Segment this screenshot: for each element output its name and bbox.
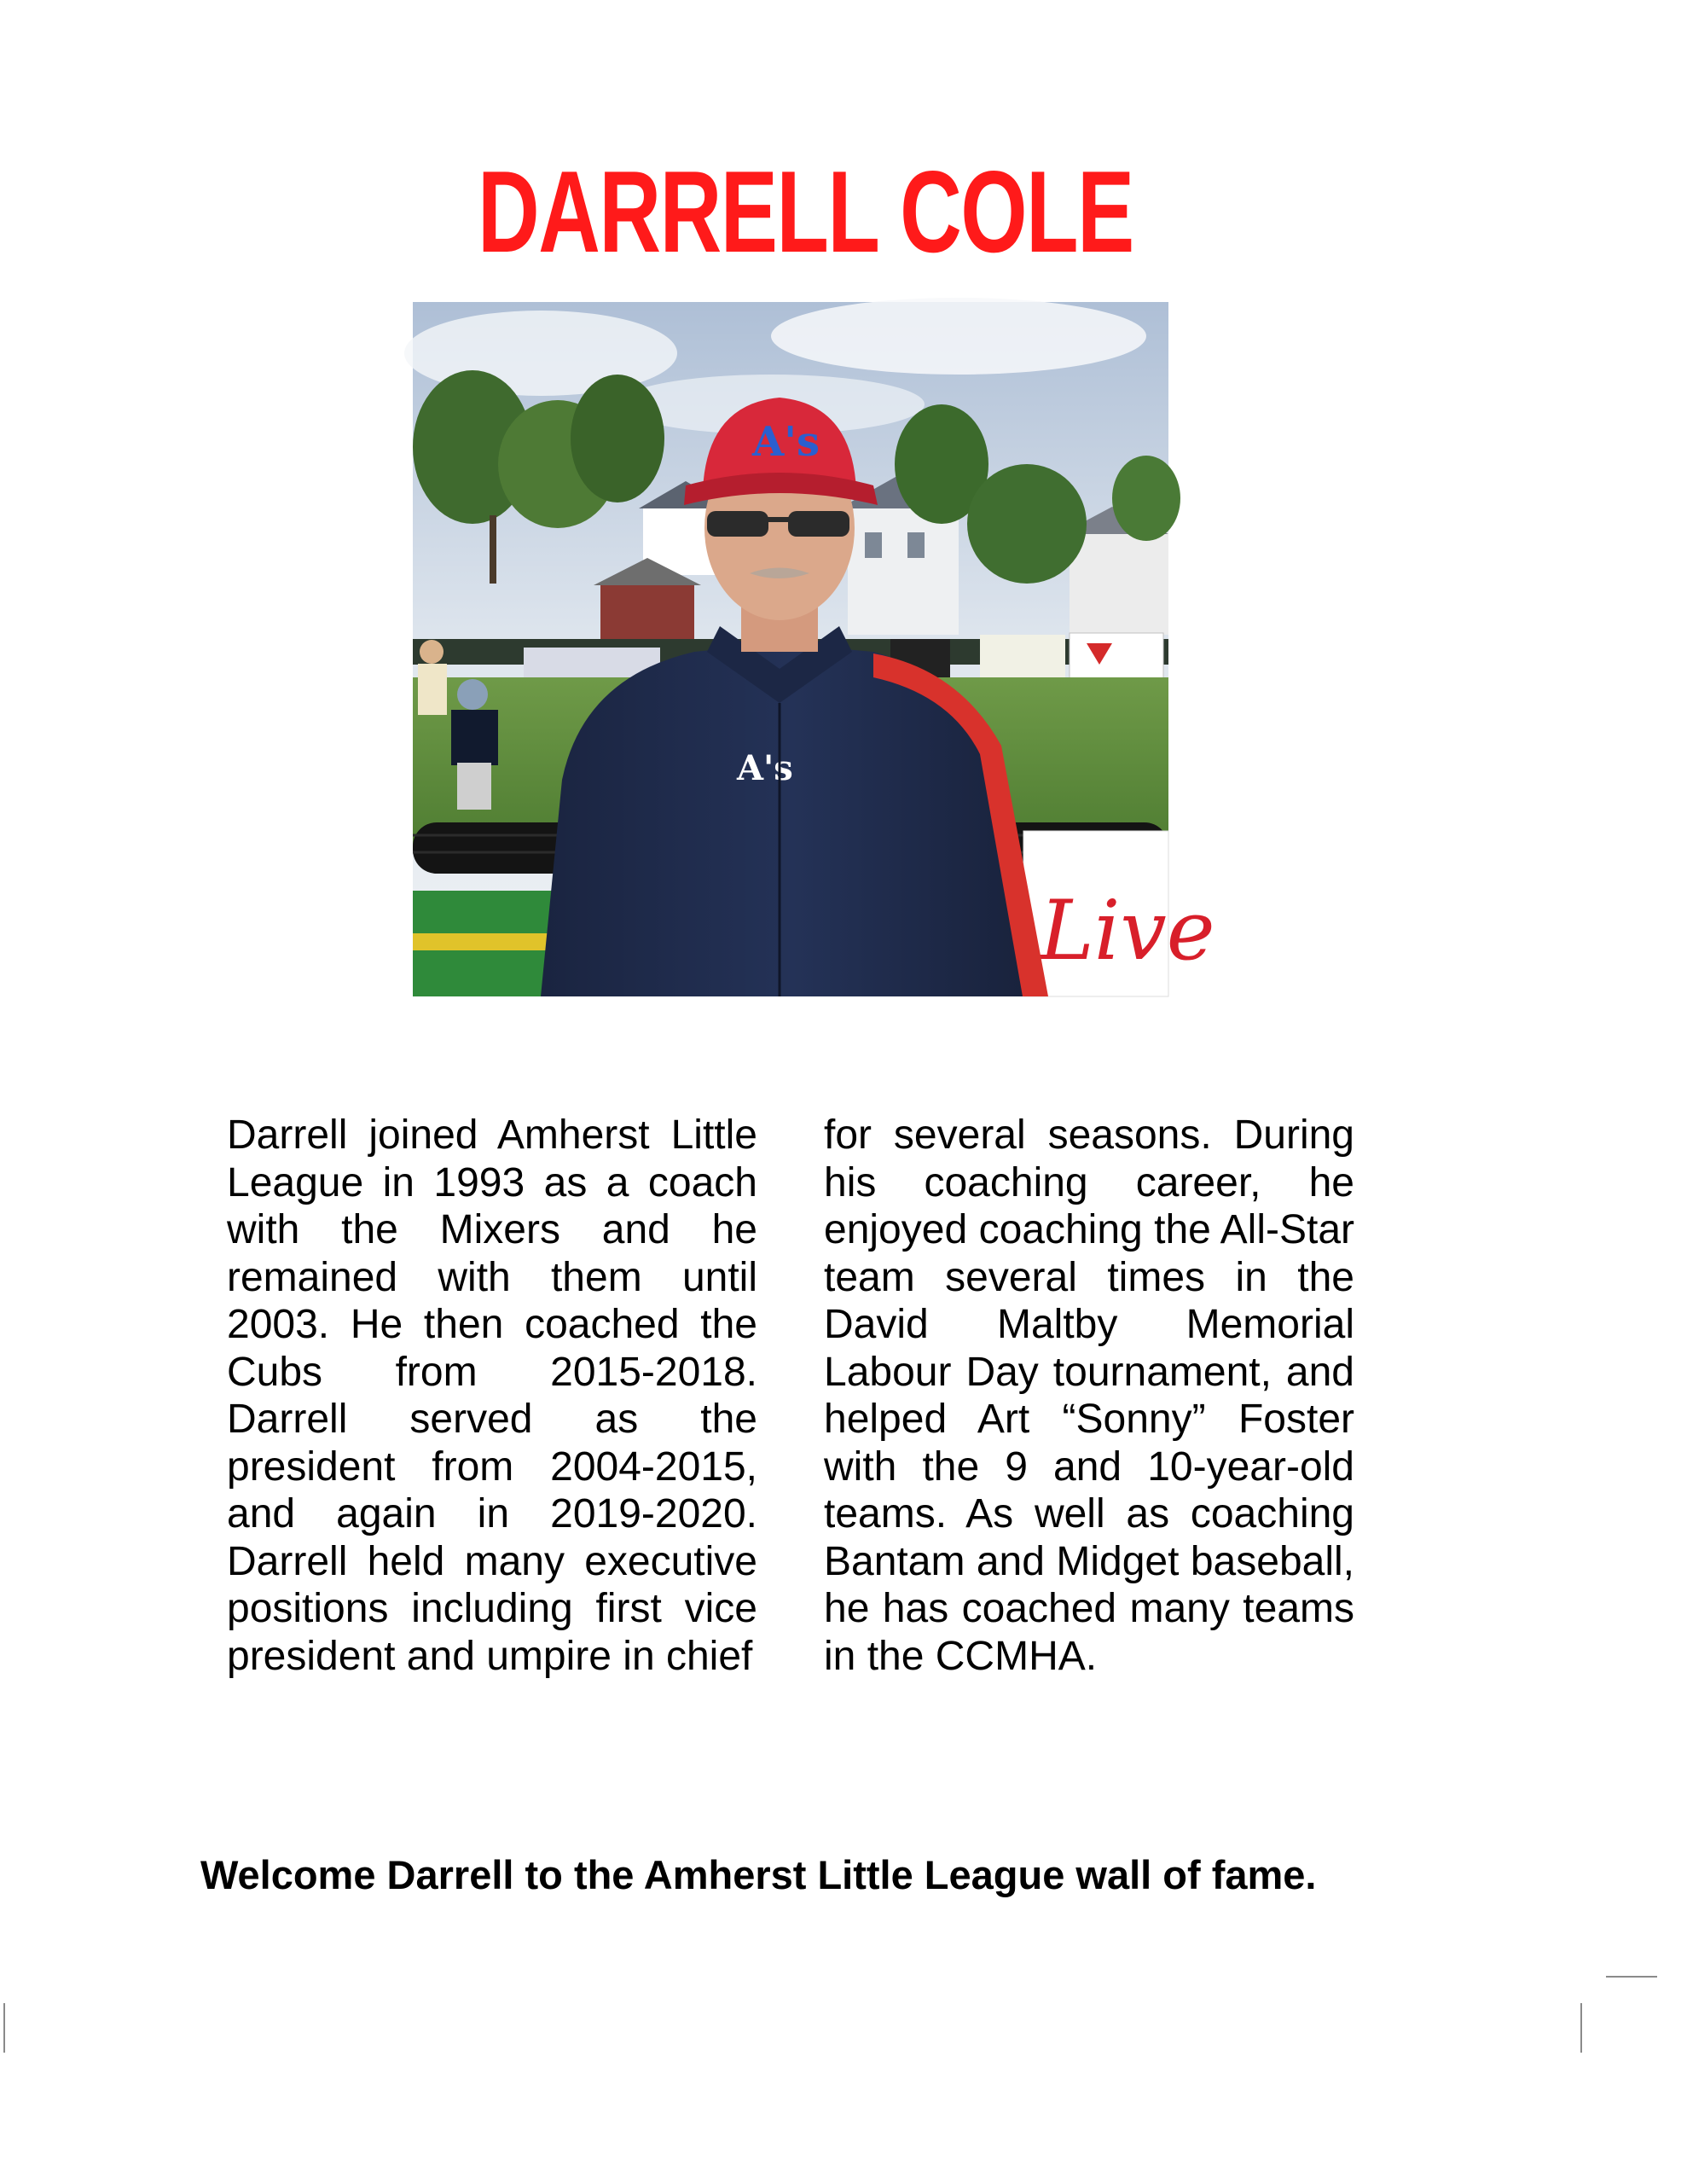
page-title: DARRELL COLE: [478, 147, 1133, 276]
bio-column-right: for several seasons. During his coaching career, he enjoyed coaching the All-Star team several times in the David Maltby Memorial Labour Day tournament, and helped Art “Sonny” Foster with the 9 and 10-year-old teams. As well as coaching Bantam and Midget baseball, he has coached many teams in the CCMHA.: [824, 1112, 1354, 1679]
closing-statement: Welcome Darrell to the Amherst Little League wall of fame.: [200, 1852, 1317, 1897]
crop-mark: [1606, 1976, 1657, 1978]
crop-mark: [1580, 2003, 1582, 2053]
cap-logo: A's: [752, 418, 820, 466]
live-sign: [1023, 831, 1215, 996]
svg-text:Live: Live: [1040, 883, 1215, 979]
crop-mark: [3, 2003, 5, 2053]
coach-photo: [413, 302, 1215, 996]
chest-logo: A's: [737, 748, 793, 788]
bio-column-left: Darrell joined Amherst Little League in 1993 as a coach with the Mixers and he remained with them until 2003. He then coached the Cubs from 2015-2018. Darrell served as the president from 2004-2015, and again in 2019-2020. Darrell held many executive positions including first vice president and umpire in chief: [227, 1112, 757, 1679]
